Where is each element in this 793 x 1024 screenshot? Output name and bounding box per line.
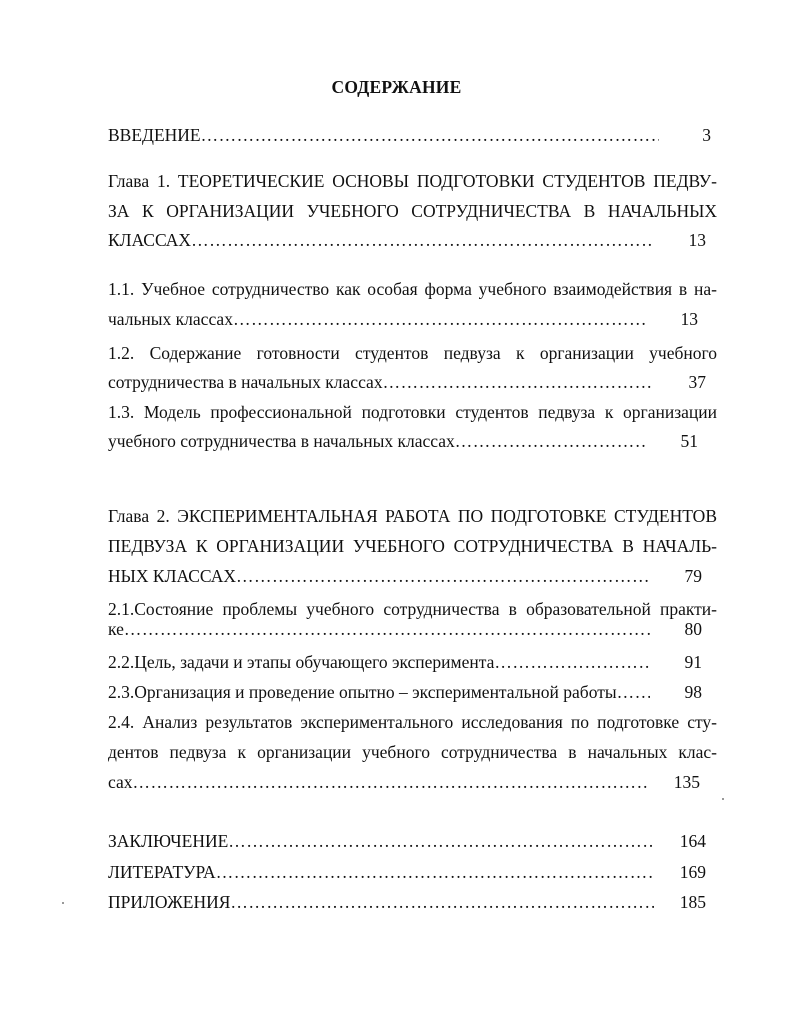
- toc-entry-section: [108, 618, 702, 640]
- page-number: 80: [684, 619, 702, 639]
- page-title: СОДЕРЖАНИЕ: [331, 77, 462, 97]
- leader-dots: [617, 681, 650, 703]
- scan-speck: [722, 798, 724, 800]
- toc-entry-conclusion: [108, 830, 706, 852]
- page-number: 3: [702, 125, 711, 145]
- toc-label: ЛИТЕРАТУРА: [108, 862, 216, 882]
- leader-dots: [230, 891, 654, 913]
- page-number: 135: [673, 772, 700, 792]
- toc-label: КЛАССАХ: [108, 230, 192, 250]
- page-number: 98: [684, 682, 702, 702]
- section-line: 1.2. Содержание готовности студентов педвуза к организации учебного: [108, 343, 717, 363]
- leader-dots: [233, 308, 646, 330]
- page-number: 79: [684, 566, 702, 586]
- toc-entry-appendices: [108, 891, 706, 913]
- leader-dots: [494, 651, 650, 673]
- toc-label: НЫХ КЛАССАХ: [108, 566, 236, 586]
- leader-dots: [133, 771, 649, 793]
- page-number: 91: [684, 652, 702, 672]
- leader-dots: [124, 618, 650, 640]
- page-number: 185: [679, 892, 706, 912]
- toc-entry-literature: [108, 861, 706, 883]
- toc-label: чальных классах: [108, 309, 233, 329]
- page-number: 51: [680, 431, 698, 451]
- toc-label: ПРИЛОЖЕНИЯ: [108, 892, 231, 912]
- section-line: 1.1. Учебное сотрудничество как особая форма учебного взаимодействия в на-: [108, 279, 717, 299]
- page-number: 164: [679, 831, 706, 851]
- page-number: 37: [688, 372, 706, 392]
- toc-entry-section: [108, 651, 702, 673]
- chapter-heading-line: ПЕДВУЗА К ОРГАНИЗАЦИИ УЧЕБНОГО СОТРУДНИЧЕСТВА В НАЧАЛЬ-: [108, 536, 717, 556]
- toc-entry-section: [108, 308, 698, 330]
- toc-entry-intro: [108, 124, 711, 146]
- toc-entry-section: [108, 371, 706, 393]
- chapter-heading-line: Глава 1. ТЕОРЕТИЧЕСКИЕ ОСНОВЫ ПОДГОТОВКИ СТУДЕНТОВ ПЕДВУ-: [108, 171, 717, 191]
- leader-dots: [216, 861, 654, 883]
- section-line: 2.4. Анализ результатов экспериментального исследования по подготовке сту-: [108, 712, 717, 732]
- toc-entry-chapter2: [108, 565, 702, 587]
- section-line: 2.1.Состояние проблемы учебного сотрудничества в образовательной практи-: [108, 599, 717, 619]
- section-line: 1.3. Модель профессиональной подготовки студентов педвуза к организации: [108, 402, 717, 422]
- leader-dots: [455, 430, 646, 452]
- chapter-heading-line: ЗА К ОРГАНИЗАЦИИ УЧЕБНОГО СОТРУДНИЧЕСТВА В НАЧАЛЬНЫХ: [108, 201, 717, 221]
- page-number: 13: [688, 230, 706, 250]
- toc-label: сотрудничества в начальных классах: [108, 372, 383, 392]
- chapter-heading-line: Глава 2. ЭКСПЕРИМЕНТАЛЬНАЯ РАБОТА ПО ПОДГОТОВКЕ СТУДЕНТОВ: [108, 506, 717, 526]
- page-number: 13: [680, 309, 698, 329]
- toc-label: ЗАКЛЮЧЕНИЕ: [108, 831, 229, 851]
- toc-label: 2.2.Цель, задачи и этапы обучающего эксперимента: [108, 652, 495, 672]
- leader-dots: [236, 565, 650, 587]
- leader-dots: [201, 124, 659, 146]
- toc-entry-section: [108, 681, 702, 703]
- toc-label: ке: [108, 619, 124, 639]
- leader-dots: [383, 371, 654, 393]
- leader-dots: [228, 830, 654, 852]
- toc-label: сах: [108, 772, 133, 792]
- section-line: дентов педвуза к организации учебного сотрудничества в начальных клас-: [108, 742, 717, 762]
- leader-dots: [191, 229, 654, 251]
- scan-speck: [62, 902, 64, 904]
- toc-entry-chapter1: [108, 229, 706, 251]
- toc-label: учебного сотрудничества в начальных классах: [108, 431, 455, 451]
- toc-entry-section: [108, 771, 700, 793]
- page-number: 169: [679, 862, 706, 882]
- toc-label: 2.3.Организация и проведение опытно – экспериментальной работы: [108, 682, 617, 702]
- toc-label: ВВЕДЕНИЕ: [108, 125, 201, 145]
- toc-entry-section: [108, 430, 698, 452]
